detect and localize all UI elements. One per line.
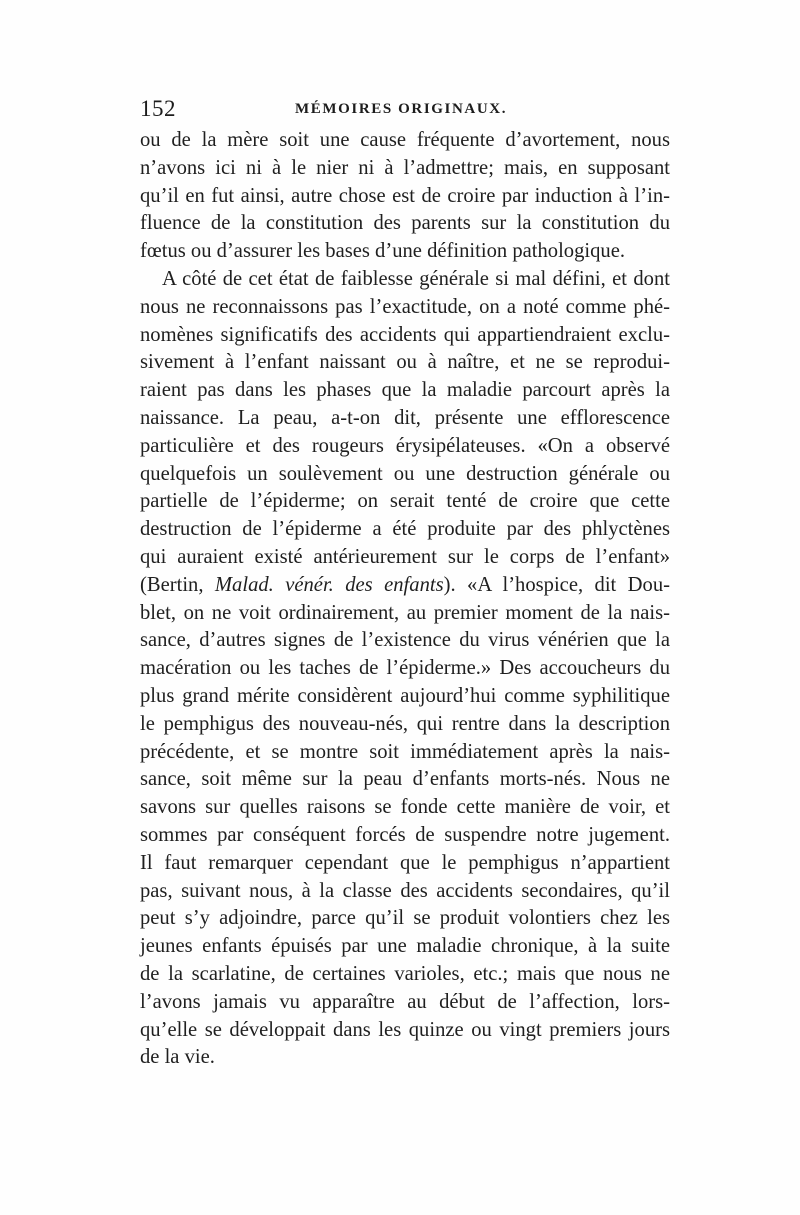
text-line: qu’il en fut ainsi, autre chose est de croire par induction à l’in- [140,184,670,207]
text-line: sivement à l’enfant naissant ou à naître, et ne se reprodui- [140,351,670,374]
text-line: le pemphigus des nouveau-nés, qui rentre dans la description [140,712,670,735]
citation-title: Malad. vénér. des enfants [214,573,444,596]
text-line: plus grand mérite considèrent aujourd’hui comme syphilitique [140,684,670,707]
text-line: macération ou les taches de l’épiderme.» Des accoucheurs du [140,657,670,680]
text-line: pas, suivant nous, à la classe des accidents secondaires, qu’il [140,879,670,902]
text-line: qui auraient existé antérieurement sur le corps de l’enfant» [140,545,670,568]
text-line: naissance. La peau, a-t-on dit, présente une efflorescence [140,406,670,429]
running-title: MÉMOIRES ORIGINAUX. [295,101,508,117]
text-line: Il faut remarquer cependant que le pemphigus n’appartient [140,851,670,874]
text-line: l’avons jamais vu apparaître au début de l’affection, lors- [140,990,670,1013]
text-line: peut s’y adjoindre, parce qu’il se produit volontiers chez les [140,907,670,930]
text-line: savons sur quelles raisons se fonde cette manière de voir, et [140,796,670,819]
text-line: nomènes significatifs des accidents qui appartiendraient exclu- [140,323,670,346]
text-line: de la vie. [140,1046,215,1069]
text-line: fluence de la constitution des parents sur la constitution du [140,212,670,235]
text-line: qu’elle se développait dans les quinze ou vingt premiers jours [140,1018,670,1041]
paragraph-main [140,266,670,1072]
text-line: quelquefois un soulèvement ou une destruction générale ou [140,462,670,485]
text-line: jeunes enfants épuisés par une maladie chronique, à la suite [140,935,670,958]
page-header [140,96,668,126]
text-line: fœtus ou d’assurer les bases d’une définition pathologique. [140,240,625,263]
text-line: destruction de l’épiderme a été produite par des phlyctènes [140,518,670,541]
citation-suffix: ). «A l’hospice, dit Dou- [443,573,670,596]
text-line: ou de la mère soit une cause fréquente d’avortement, nous [140,129,670,151]
text-line: de la scarlatine, de certaines varioles, etc.; mais que nous ne [140,962,670,985]
paragraph-continuation [140,127,670,266]
text-line: A côté de cet état de faiblesse générale si mal défini, et dont [162,267,670,290]
text-line: partielle de l’épiderme; on serait tenté de croire que cette [140,490,670,513]
text-line: précédente, et se montre soit immédiatement après la nais- [140,740,670,763]
text-line: nous ne reconnaissons pas l’exactitude, on a noté comme phé- [140,295,670,318]
citation-line [140,572,670,600]
text-line: sommes par conséquent forcés de suspendre notre jugement. [140,823,670,846]
text-line: sance, soit même sur la peau d’enfants morts-nés. Nous ne [140,768,670,791]
text-line: blet, on ne voit ordinairement, au premier moment de la nais- [140,601,670,624]
text-line: n’avons ici ni à le nier ni à l’admettre; mais, en supposant [140,156,670,179]
text-line: sance, d’autres signes de l’existence du virus vénérien que la [140,629,670,652]
citation-prefix: (Bertin, [140,573,215,596]
text-line: raient pas dans les phases que la maladie parcourt après la [140,379,670,402]
text-line: particulière et des rougeurs érysipélateuses. «On a observé [140,434,670,457]
body-text [140,127,670,1072]
page-number: 152 [140,96,176,121]
